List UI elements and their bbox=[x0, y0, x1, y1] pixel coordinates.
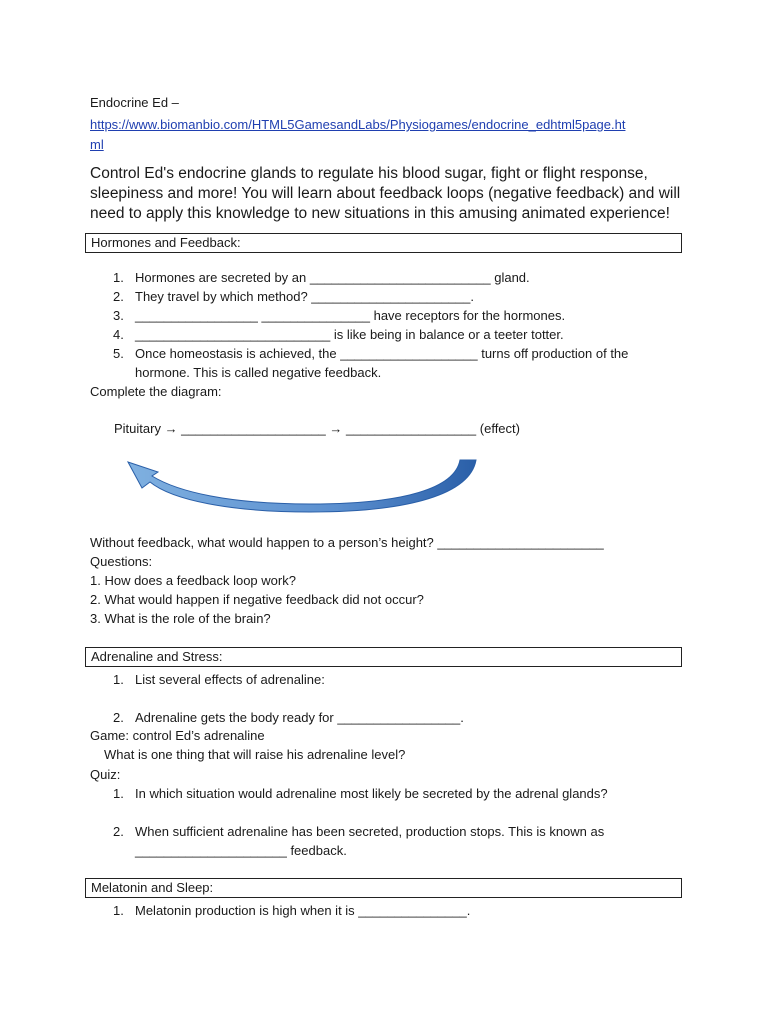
list-text: ___________________________ is like being in balance or a teeter totter. bbox=[135, 327, 564, 342]
list-item bbox=[113, 325, 628, 344]
quiz-list-2 bbox=[113, 822, 604, 860]
list-item-continuation: hormone. This is called negative feedback. bbox=[135, 365, 382, 380]
game-label: Game: control Ed’s adrenaline bbox=[90, 728, 265, 743]
hormones-list bbox=[113, 268, 628, 382]
worksheet-title: Endocrine Ed – bbox=[90, 95, 179, 110]
list-number: 1. bbox=[113, 786, 124, 801]
list-text: List several effects of adrenaline: bbox=[135, 672, 325, 687]
curved-feedback-arrow-icon bbox=[120, 452, 490, 518]
list-text: Adrenaline gets the body ready for _________________. bbox=[135, 710, 464, 725]
list-text: _________________ _______________ have receptors for the hormones. bbox=[135, 308, 566, 323]
game-link[interactable]: https://www.biomanbio.com/HTML5GamesandLabs/Physiogames/endocrine_edhtml5page.ht bbox=[90, 117, 626, 132]
list-text: Once homeostasis is achieved, the ___________________ turns off production of the bbox=[135, 346, 629, 361]
question-item: 2. What would happen if negative feedback did not occur? bbox=[90, 592, 424, 607]
list-number: 2. bbox=[113, 710, 124, 725]
section-heading-adrenaline: Adrenaline and Stress: bbox=[85, 647, 682, 667]
height-question: Without feedback, what would happen to a person’s height? _______________________ bbox=[90, 535, 604, 550]
list-number: 4. bbox=[113, 327, 124, 342]
list-item bbox=[113, 901, 470, 920]
question-item: 1. How does a feedback loop work? bbox=[90, 573, 296, 588]
game-link-continued[interactable]: ml bbox=[90, 137, 104, 152]
list-number: 1. bbox=[113, 672, 124, 687]
melatonin-list bbox=[113, 901, 470, 920]
quiz-label: Quiz: bbox=[90, 767, 121, 782]
list-number: 1. bbox=[113, 270, 124, 285]
diagram-line: Pituitary → ____________________ → __________________ (effect) bbox=[114, 421, 520, 436]
intro-paragraph: Control Ed's endocrine glands to regulate his blood sugar, fight or flight response, sleepiness and more! You will learn about feedback loops (negative feedback) and will need to apply this knowledge to new situations in this amusing animated experience! bbox=[90, 165, 681, 222]
list-item bbox=[113, 670, 325, 689]
list-number: 5. bbox=[113, 346, 124, 361]
list-item bbox=[113, 708, 464, 727]
list-number: 2. bbox=[113, 824, 124, 839]
adrenaline-list-2 bbox=[113, 708, 464, 727]
list-item bbox=[113, 784, 608, 803]
question-item: 3. What is the role of the brain? bbox=[90, 611, 271, 626]
diagram-prompt: Complete the diagram: bbox=[90, 384, 222, 399]
list-text: Hormones are secreted by an _________________________ gland. bbox=[135, 270, 530, 285]
list-number: 1. bbox=[113, 903, 124, 918]
list-text: Melatonin production is high when it is _______________. bbox=[135, 903, 471, 918]
list-item-continuation: _____________________ feedback. bbox=[135, 843, 347, 858]
list-item bbox=[113, 344, 628, 363]
game-question: What is one thing that will raise his adrenaline level? bbox=[104, 747, 406, 762]
list-item bbox=[113, 287, 628, 306]
list-item bbox=[113, 306, 628, 325]
list-text: In which situation would adrenaline most likely be secreted by the adrenal glands? bbox=[135, 786, 608, 801]
quiz-list bbox=[113, 784, 608, 803]
questions-label: Questions: bbox=[90, 554, 153, 569]
adrenaline-list bbox=[113, 670, 325, 689]
section-heading-hormones: Hormones and Feedback: bbox=[85, 233, 682, 253]
list-number: 3. bbox=[113, 308, 124, 323]
list-text: They travel by which method? ______________________. bbox=[135, 289, 474, 304]
list-item bbox=[113, 268, 628, 287]
list-text: When sufficient adrenaline has been secreted, production stops. This is known as bbox=[135, 824, 605, 839]
list-number: 2. bbox=[113, 289, 124, 304]
list-item bbox=[113, 822, 604, 841]
section-heading-melatonin: Melatonin and Sleep: bbox=[85, 878, 682, 898]
